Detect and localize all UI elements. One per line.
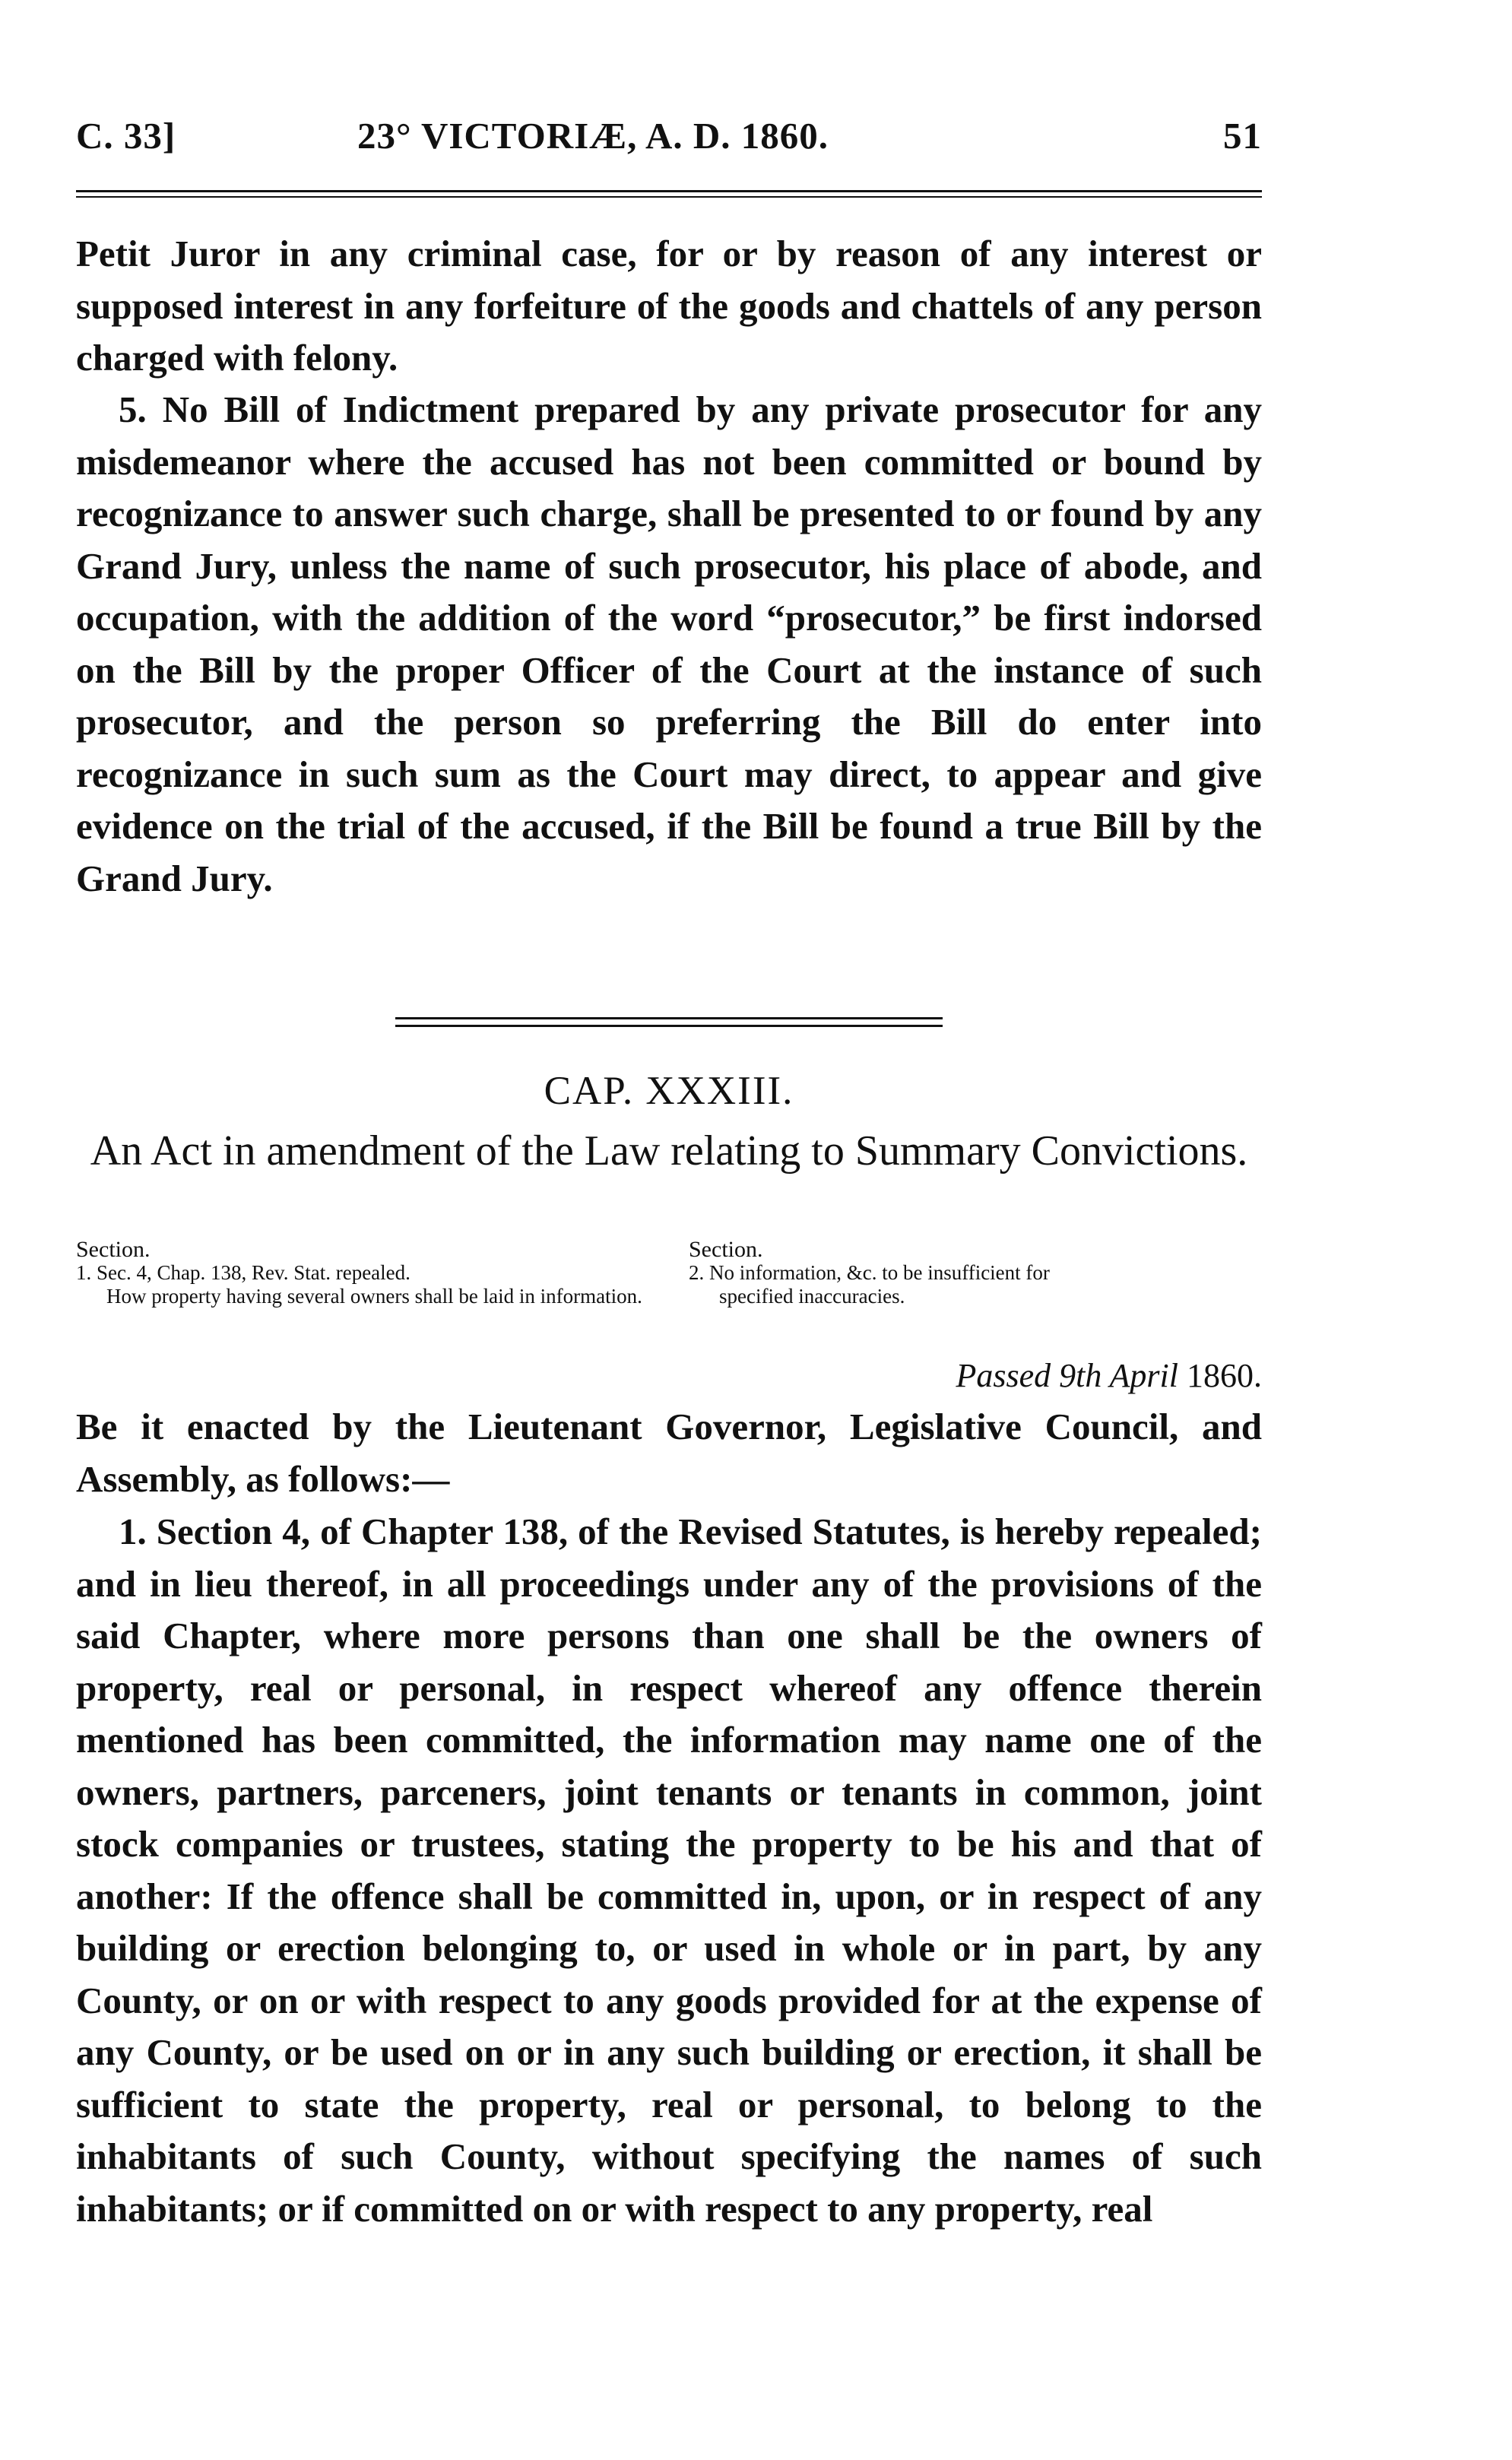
enacting-clause: Be it enacted by the Lieutenant Governor, Legislative Council, and Assembly, as follows:— — [76, 1406, 1262, 1500]
summary-section-label: Section. — [76, 1237, 151, 1262]
section-5-paragraph: 5. No Bill of Indictment prepared by any private prosecutor for any misdemeanor where the accused has not been committed or bound by recognizance to answer such charge, shall be presented to or found by any Grand Jury, unless the name of such prosecutor, his place of abode, and occupation, with the addition of the word “prosecutor,” be first indorsed on the Bill by the proper Officer of the Court at the instance of such prosecutor, and the person so preferring the Bill do enter into recognizance in such sum as the Court may direct, to appear and give evidence on the trial of the accused, if the Bill be found a true Bill by the Grand Jury. — [76, 388, 1262, 899]
passed-date — [956, 1356, 1262, 1395]
summary-left-column — [76, 1238, 684, 1308]
section-summary — [76, 1238, 1262, 1352]
statute-year-title: 23° VICTORIÆ, A. D. 1860. — [357, 115, 829, 157]
summary-section-label: Section. — [689, 1237, 763, 1262]
section-divider — [395, 1017, 943, 1028]
passed-year: 1860. — [1187, 1357, 1262, 1394]
summary-item-1: 1. Sec. 4, Chap. 138, Rev. Stat. repealed. — [76, 1261, 410, 1284]
page-number: 51 — [1223, 115, 1262, 157]
running-header — [76, 114, 1262, 160]
act-title: An Act in amendment of the Law relating to Summary Convictions. — [90, 1127, 1248, 1175]
section-1-paragraph: 1. Section 4, of Chapter 138, of the Revised Statutes, is hereby repealed; and in lieu thereof, in all proceedings under any of the provisions of the said Chapter, where more persons than one shall be the owners of property, real or personal, in respect whereof any offence therein mentioned has been committed, the information may name one of the owners, partners, parceners, joint tenants or tenants in common, joint stock companies or trustees, stating the property to be his and that of another: If the offence shall be committed in, upon, or in respect of any building or erection belonging to, or used in whole or in part, by any County, or on or with respect to any goods provided for at the expense of any County, or be used on or in any such building or erection, it shall be sufficient to state the property, real or personal, to belong to the inhabitants of such County, without specifying the names of such inhabitants; or if committed on or with respect to any property, real — [76, 1511, 1262, 2230]
summary-item-2-cont: specified inaccuracies. — [719, 1285, 905, 1308]
summary-right-column — [689, 1238, 1266, 1308]
summary-item-2: 2. No information, &c. to be insufficient for — [689, 1261, 1050, 1284]
header-rule — [76, 190, 1262, 198]
passed-label: Passed 9th April — [956, 1357, 1178, 1394]
chapter-reference: C. 33] — [76, 115, 176, 157]
summary-item-1-cont: How property having several owners shall be laid in information. — [106, 1285, 642, 1308]
chapter-number: CAP. XXXIII. — [544, 1069, 794, 1113]
continuation-paragraph: Petit Juror in any criminal case, for or by reason of any interest or supposed interest in any forfeiture of the goods and chattels of any person charged with felony. — [76, 233, 1262, 379]
